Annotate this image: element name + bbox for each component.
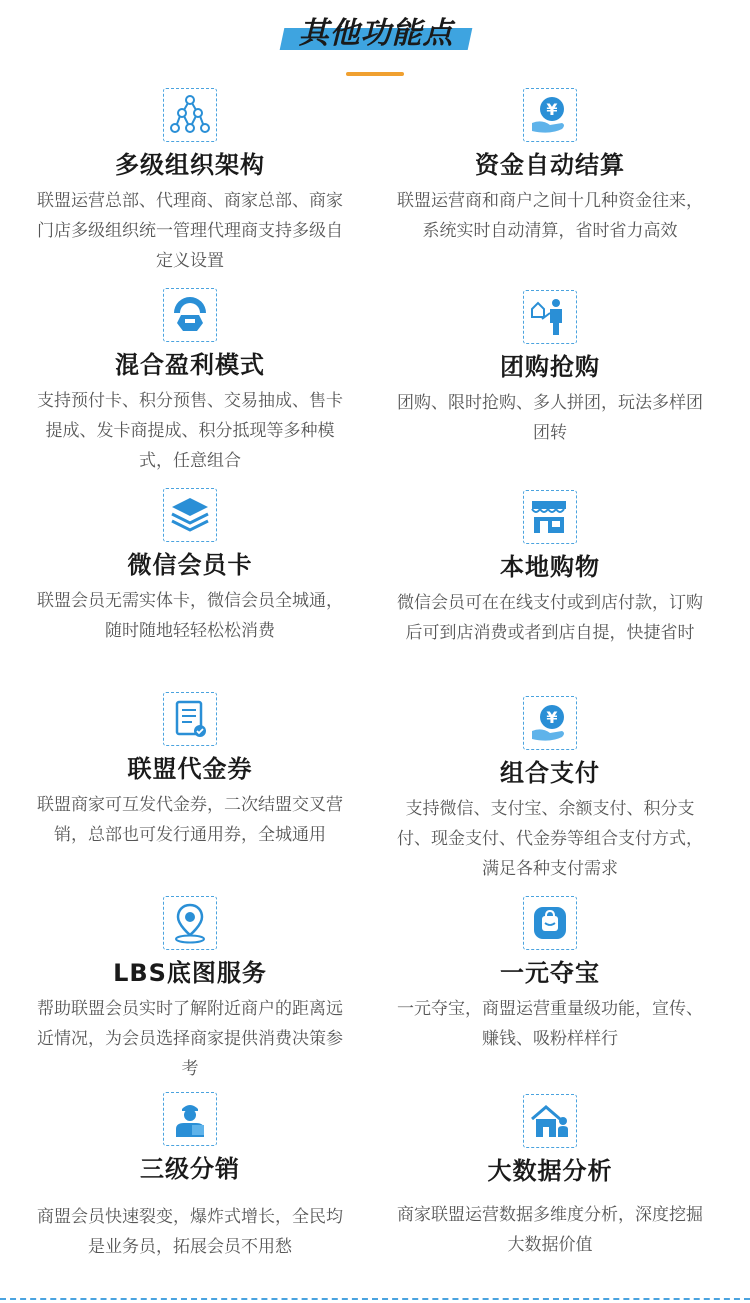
layers-icon [163,488,217,542]
treasure-bag-icon [523,896,577,950]
svg-text:¥: ¥ [546,100,558,119]
location-pin-icon [163,896,217,950]
feature-title: 本地购物 [500,553,600,581]
feature-title: 混合盈利模式 [115,351,265,379]
feature-description: 商盟会员快速裂变，爆炸式增长，全民均是业务员，拓展会员不用愁 [37,1207,343,1257]
feature-title: 联盟代金券 [127,755,253,783]
feature-group-buying [385,290,715,448]
feature-local-shopping [385,490,715,648]
feature-description: 联盟商家可互发代金券，二次结盟交叉营销，总部也可发行通用券，全城通用 [37,795,343,845]
feature-title: 组合支付 [500,759,600,787]
payment-icon [523,696,577,750]
feature-description: 支持预付卡、积分预售、交易抽成、售卡提成、发卡商提成、积分抵现等多种模式，任意组合 [37,391,343,471]
feature-description: 支持微信、支付宝、余额支付、积分支付、现金支付、代金券等组合支付方式，满足各种支付需求 [397,799,703,879]
feature-title: 资金自动结算 [475,151,625,179]
feature-combined-payment [385,696,715,884]
profit-icon [163,288,217,342]
feature-fund-settlement [385,88,715,246]
feature-lbs-map [25,896,355,1084]
title-banner [282,16,470,52]
yuan-hand-icon [523,88,577,142]
shop-icon [523,490,577,544]
feature-title: LBS底图服务 [113,959,267,987]
feature-profit-model [25,288,355,476]
feature-title: 大数据分析 [487,1157,613,1185]
feature-title: 团购抢购 [500,353,600,381]
delivery-person-icon [163,1092,217,1146]
title-underline [346,72,404,76]
house-family-icon [523,1094,577,1148]
feature-title: 三级分销 [140,1155,240,1183]
feature-title: 一元夺宝 [500,959,600,987]
feature-title: 微信会员卡 [127,551,253,579]
bottom-divider [0,1298,750,1300]
page-header [0,0,750,90]
feature-wechat-card [25,488,355,646]
feature-description: 团购、限时抢购、多人拼团，玩法多样团团转 [397,393,703,443]
feature-description: 联盟运营总部、代理商、商家总部、商家门店多级组织统一管理代理商支持多级自定义设置 [37,191,343,271]
svg-text:¥: ¥ [546,708,558,727]
org-tree-icon [163,88,217,142]
feature-description: 联盟会员无需实体卡，微信会员全城通，随时随地轻轻松松消费 [37,591,343,641]
page-title: 其他功能点 [298,16,454,51]
presenter-icon [523,290,577,344]
feature-title: 多级组织架构 [115,151,265,179]
feature-big-data [385,1094,715,1260]
feature-org-structure [25,88,355,276]
voucher-icon [163,692,217,746]
feature-voucher [25,692,355,850]
feature-description: 联盟运营商和商户之间十几种资金往来，系统实时自动清算，省时省力高效 [397,191,703,241]
feature-description: 微信会员可在在线支付或到店付款，订购后可到店消费或者到店自提，快捷省时 [397,593,703,643]
feature-one-yuan-treasure [385,896,715,1054]
feature-description: 帮助联盟会员实时了解附近商户的距离远近情况，为会员选择商家提供消费决策参考 [37,999,343,1079]
feature-three-level-distribution [25,1092,355,1262]
feature-description: 一元夺宝，商盟运营重量级功能，宣传、赚钱、吸粉样样行 [397,999,703,1049]
feature-description: 商家联盟运营数据多维度分析，深度挖掘大数据价值 [397,1205,703,1255]
